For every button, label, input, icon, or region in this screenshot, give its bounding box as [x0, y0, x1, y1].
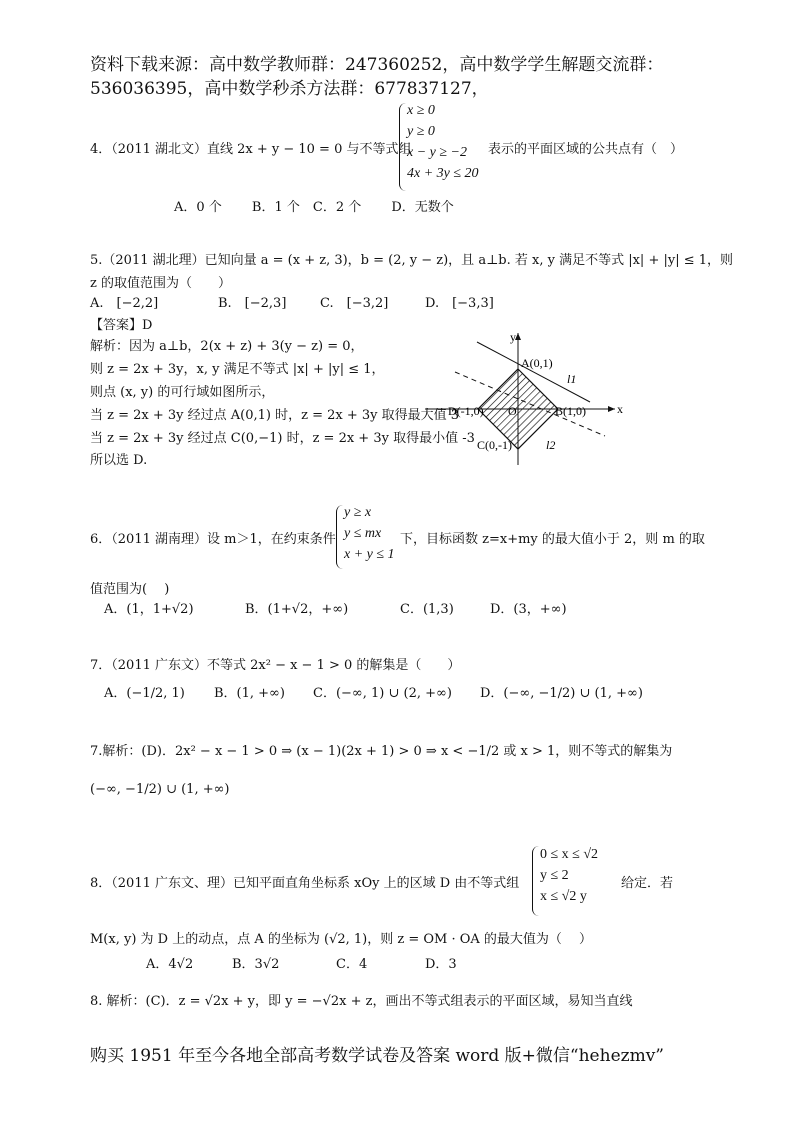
q4-ineq-3: x − y ≥ −2: [407, 145, 468, 160]
q4-ineq-4: 4x + 3y ≤ 20: [407, 166, 479, 181]
q4-system: [407, 100, 479, 184]
q6-prefix: 6．（2011 湖南理）设 m＞1，在约束条件: [90, 532, 336, 547]
q7-option-c: C．(−∞, 1) ∪ (2, +∞): [313, 686, 452, 701]
q4-system-brace: [399, 103, 406, 191]
q5-option-d: D. [−3,3]: [425, 296, 494, 311]
q6-option-d: D．(3，+∞): [490, 602, 567, 617]
q8-prefix: 8．（2011 广东文、理）已知平面直角坐标系 xOy 上的区域 D 由不等式组: [90, 876, 520, 891]
q8-system: [540, 844, 598, 907]
q5-option-c: C. [−3,2]: [320, 296, 389, 311]
q6-option-c: C．(1,3): [400, 602, 454, 617]
q5-analysis-3: 则点 (x, y) 的可行域如图所示，: [90, 385, 275, 400]
q6-system: [344, 502, 395, 565]
q5-feasible-region-figure: [415, 325, 635, 485]
q5-analysis-4: 当 z = 2x + 3y 经过点 A(0,1) 时，z = 2x + 3y 取得最大值 3: [90, 408, 460, 423]
footer-note: 购买 1951 年至今各地全部高考数学试卷及答案 word 版+微信“hehezmv”: [90, 1046, 664, 1066]
q8-ineq-2: y ≤ 2: [540, 868, 569, 883]
q6-ineq-2: y ≤ mx: [344, 526, 382, 541]
q5-line1: 5.（2011 湖北理）已知向量 a = (x + z, 3)，b = (2, y − z)，且 a⊥b. 若 x, y 满足不等式 |x| + |y| ≤ 1，则: [90, 253, 733, 268]
q4-prefix: 4．（2011 湖北文）直线 2x + y − 10 = 0 与不等式组: [90, 142, 412, 157]
feasible-square: [478, 369, 558, 449]
q7-analysis-1: 7.解析：(D)．2x² − x − 1 > 0 ⇒ (x − 1)(2x + 1) > 0 ⇒ x < −1/2 或 x > 1，则不等式的解集为: [90, 744, 673, 759]
q5-option-a: A. [−2,2]: [90, 296, 159, 311]
q6-suffix: 下，目标函数 z=x+my 的最大值小于 2，则 m 的取: [400, 532, 705, 547]
q5-analysis-2: 则 z = 2x + 3y，x, y 满足不等式 |x| + |y| ≤ 1，: [90, 362, 385, 377]
l2-label: l2: [546, 438, 556, 452]
q5-line2: z 的取值范围为（ ）: [90, 276, 231, 291]
l1-label: l1: [567, 372, 577, 386]
q4-suffix: 表示的平面区域的公共点有（ ）: [488, 142, 684, 157]
point-b-label: B(1,0): [555, 404, 586, 418]
q8-option-b: B．3√2: [232, 957, 280, 972]
q8-option-c: C．4: [336, 957, 368, 972]
q5-analysis-6: 所以选 D.: [90, 453, 148, 468]
q6-ineq-1: y ≥ x: [344, 505, 372, 520]
q6-ineq-3: x + y ≤ 1: [344, 547, 395, 562]
q6-line2: 值范围为( ): [90, 582, 170, 597]
q8-ineq-3: x ≤ √2 y: [540, 889, 587, 904]
q7-option-d: D．(−∞, −1/2) ∪ (1, +∞): [480, 686, 643, 701]
q8-analysis: 8. 解析：(C)．z = √2x + y，即 y = −√2x + z，画出不等式组表示的平面区域，易知当直线: [90, 994, 633, 1009]
q4-options: A．0 个 B．1 个 C．2 个 D．无数个: [174, 200, 454, 215]
q7-option-a: A．(−1/2, 1): [104, 686, 185, 701]
point-c-label: C(0,-1): [477, 438, 512, 452]
q7-stem: 7．（2011 广东文）不等式 2x² − x − 1 > 0 的解集是（ ）: [90, 658, 461, 673]
q8-option-a: A．4√2: [146, 957, 194, 972]
q8-system-brace: [532, 846, 539, 916]
q4-ineq-1: x ≥ 0: [407, 103, 435, 118]
q5-answer: 【答案】D: [90, 318, 153, 333]
q5-analysis-5: 当 z = 2x + 3y 经过点 C(0,−1) 时，z = 2x + 3y 取得最小值 -3: [90, 431, 475, 446]
q7-option-b: B．(1, +∞): [214, 686, 285, 701]
q6-system-brace: [336, 505, 343, 569]
origin-label: O: [508, 404, 517, 418]
q8-option-d: D．3: [425, 957, 457, 972]
q6-option-b: B．(1+√2，+∞): [245, 602, 349, 617]
header-line-2: 536036395，高中数学秒杀方法群：677837127，: [90, 79, 489, 99]
q8-ineq-1: 0 ≤ x ≤ √2: [540, 847, 599, 862]
x-axis-arrow: [608, 406, 615, 412]
q6-option-a: A．(1，1+√2): [104, 602, 194, 617]
y-axis-label: y: [510, 330, 516, 344]
point-d-label: D(-1,0): [448, 404, 484, 418]
header-line-1: 资料下载来源：高中数学教师群：247360252，高中数学学生解题交流群：: [90, 55, 664, 75]
x-axis-label: x: [617, 402, 623, 416]
q8-suffix: 给定．若: [621, 876, 674, 891]
q4-ineq-2: y ≥ 0: [407, 124, 435, 139]
point-a-label: A(0,1): [521, 356, 553, 370]
q5-analysis-1: 解析：因为 a⊥b，2(x + z) + 3(y − z) = 0，: [90, 339, 364, 354]
q5-option-b: B. [−2,3]: [218, 296, 287, 311]
q7-analysis-2: (−∞, −1/2) ∪ (1, +∞): [90, 782, 230, 797]
q8-line2: M(x, y) 为 D 上的动点，点 A 的坐标为 (√2, 1)，则 z = OM · OA 的最大值为（ ）: [90, 932, 593, 947]
